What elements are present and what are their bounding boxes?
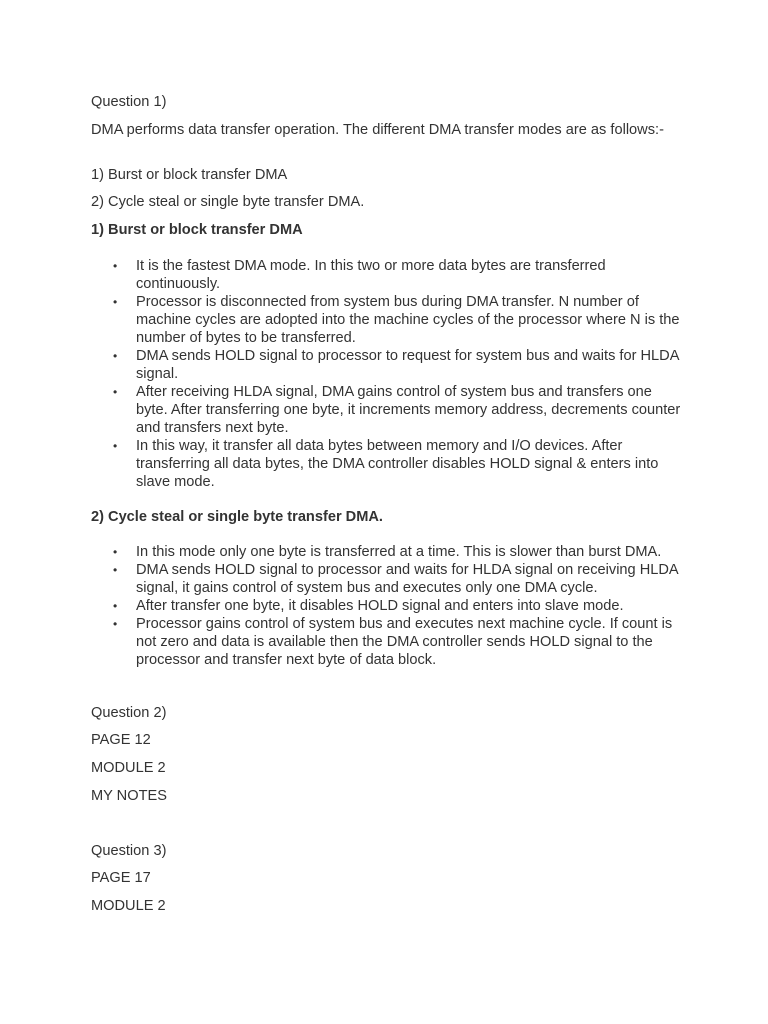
section-1-bullet-list <box>91 257 683 491</box>
question-3-page: PAGE 17 <box>91 870 151 886</box>
section-1-heading: 1) Burst or block transfer DMA <box>91 222 303 238</box>
list-item: • Processor gains control of system bus and executes next machine cycle. If count is not zero and data is available then the DMA controller sends HOLD signal to the processor and transfer next byte of data block. <box>91 615 683 669</box>
list-item: • After receiving HLDA signal, DMA gains control of system bus and transfers one byte. After transferring one byte, it increments memory address, decrements counter and transfers next byte. <box>91 383 683 437</box>
mode-1-item: 1) Burst or block transfer DMA <box>91 167 288 183</box>
list-item: • DMA sends HOLD signal to processor to request for system bus and waits for HLDA signal. <box>91 347 683 383</box>
question-2-page: PAGE 12 <box>91 732 151 748</box>
list-item: • In this mode only one byte is transferred at a time. This is slower than burst DMA. <box>91 543 683 561</box>
question-2-notes: MY NOTES <box>91 788 167 804</box>
section-2-bullet-list <box>91 543 683 669</box>
section-2-heading: 2) Cycle steal or single byte transfer DMA. <box>91 509 383 525</box>
mode-2-item: 2) Cycle steal or single byte transfer DMA. <box>91 194 365 210</box>
list-item: • In this way, it transfer all data bytes between memory and I/O devices. After transferring all data bytes, the DMA controller disables HOLD signal & enters into slave mode. <box>91 437 683 491</box>
list-item: • Processor is disconnected from system bus during DMA transfer. N number of machine cycles are adopted into the machine cycles of the processor where N is the number of bytes to be transferred. <box>91 293 683 347</box>
question-2-title: Question 2) <box>91 705 167 721</box>
question-2-module: MODULE 2 <box>91 760 166 776</box>
question-1-title: Question 1) <box>91 94 167 110</box>
list-item: • After transfer one byte, it disables HOLD signal and enters into slave mode. <box>91 597 683 615</box>
question-3-module: MODULE 2 <box>91 898 166 914</box>
list-item: • DMA sends HOLD signal to processor and waits for HLDA signal on receiving HLDA signal, it gains control of system bus and executes only one DMA cycle. <box>91 561 683 597</box>
question-3-title: Question 3) <box>91 843 167 859</box>
question-1-intro: DMA performs data transfer operation. The different DMA transfer modes are as follows:- <box>91 122 664 138</box>
list-item: • It is the fastest DMA mode. In this two or more data bytes are transferred continuously. <box>91 257 683 293</box>
